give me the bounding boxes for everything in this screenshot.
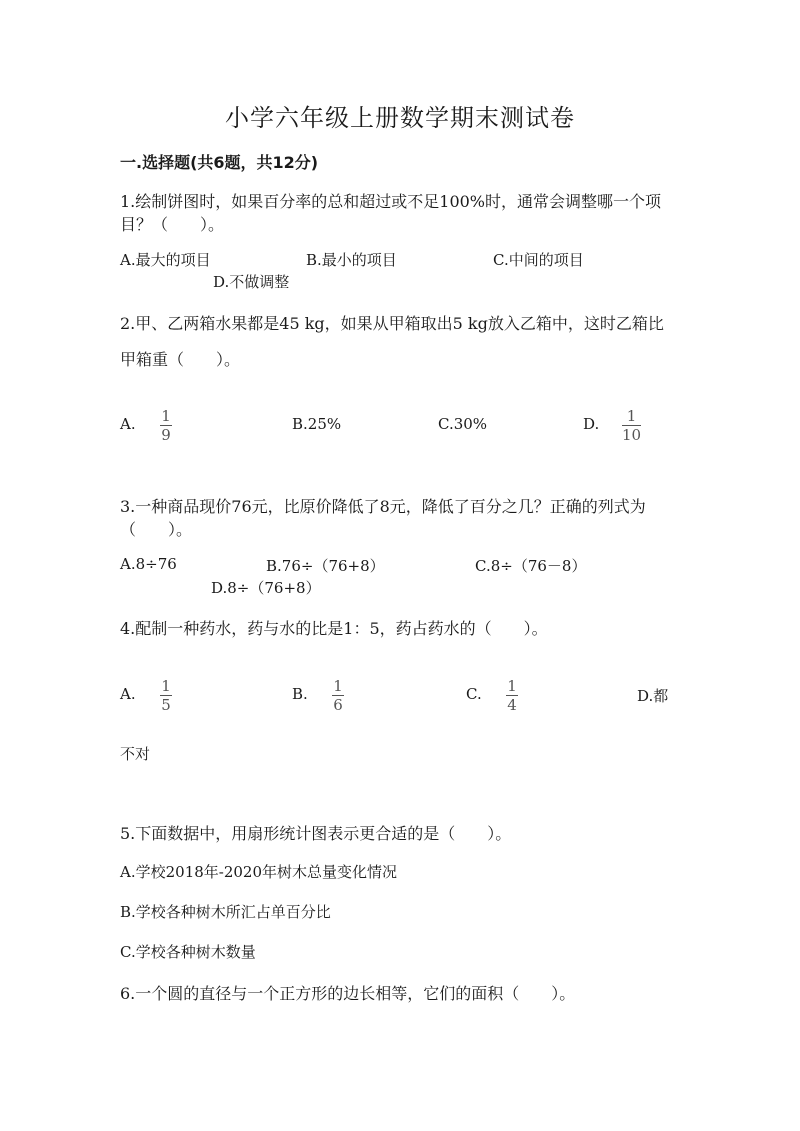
question-text: 1.绘制饼图时，如果百分率的总和超过或不足100%时，通常会调整哪一个项 — [120, 192, 662, 211]
question-text: 5.下面数据中，用扇形统计图表示更合适的是（ ）。 — [120, 824, 512, 843]
fraction-1-5 — [160, 678, 172, 713]
option-b[interactable]: B.76÷（76+8） — [266, 557, 385, 575]
option-c[interactable]: C.8÷（76－8） — [475, 557, 587, 575]
option-b[interactable]: B.学校各种树木所汇占单百分比 — [120, 903, 331, 921]
option-d[interactable]: D. — [583, 415, 600, 433]
fraction-numerator: 1 — [626, 407, 637, 425]
option-b[interactable]: B.25% — [292, 415, 342, 433]
option-a[interactable]: A. — [120, 685, 136, 703]
fraction-numerator: 1 — [161, 677, 171, 695]
fraction-denominator: 10 — [622, 426, 642, 444]
fraction-numerator: 1 — [507, 677, 517, 695]
option-c[interactable]: C.学校各种树木数量 — [120, 943, 256, 961]
fraction-denominator: 4 — [507, 696, 517, 714]
fraction-denominator: 5 — [161, 696, 171, 714]
option-b[interactable]: B.最小的项目 — [306, 251, 397, 269]
option-b[interactable]: B. — [292, 685, 308, 703]
option-d[interactable]: D.不做调整 — [213, 273, 290, 291]
option-d[interactable]: D.都 — [637, 687, 669, 705]
option-a[interactable]: A. — [120, 415, 136, 433]
option-a[interactable]: A.8÷76 — [120, 555, 177, 573]
question-text: 6.一个圆的直径与一个正方形的边长相等，它们的面积（ ）。 — [120, 984, 576, 1003]
section-heading: 一.选择题(共6题，共12分) — [120, 153, 319, 172]
question-text: 2.甲、乙两箱水果都是45 kg，如果从甲箱取出5 kg放入乙箱中，这时乙箱比 — [120, 314, 664, 333]
question-text: 目？（ ）。 — [120, 215, 225, 234]
option-a[interactable]: A.最大的项目 — [120, 251, 211, 269]
option-c[interactable]: C.中间的项目 — [493, 251, 584, 269]
fraction-denominator: 6 — [333, 696, 343, 714]
fraction-1-4 — [506, 678, 518, 713]
question-text: 甲箱重（ ）。 — [120, 350, 241, 369]
fraction-1-6 — [332, 678, 344, 713]
fraction-1-9 — [160, 408, 172, 443]
fraction-denominator: 9 — [161, 426, 171, 444]
fraction-numerator: 1 — [333, 677, 343, 695]
question-text: 4.配制一种药水，药与水的比是1：5，药占药水的（ ）。 — [120, 619, 548, 638]
option-c[interactable]: C. — [466, 685, 482, 703]
page-title: 小学六年级上册数学期末测试卷 — [225, 104, 575, 132]
question-text: （ ）。 — [120, 520, 193, 539]
question-text: 3.一种商品现价76元，比原价降低了8元，降低了百分之几？正确的列式为 — [120, 497, 646, 516]
option-c[interactable]: C.30% — [438, 415, 488, 433]
fraction-1-10 — [622, 408, 641, 443]
option-d-continued[interactable]: 不对 — [120, 745, 151, 763]
fraction-numerator: 1 — [161, 407, 171, 425]
option-a[interactable]: A.学校2018年-2020年树木总量变化情况 — [120, 863, 398, 881]
option-d[interactable]: D.8÷（76+8） — [211, 579, 321, 597]
